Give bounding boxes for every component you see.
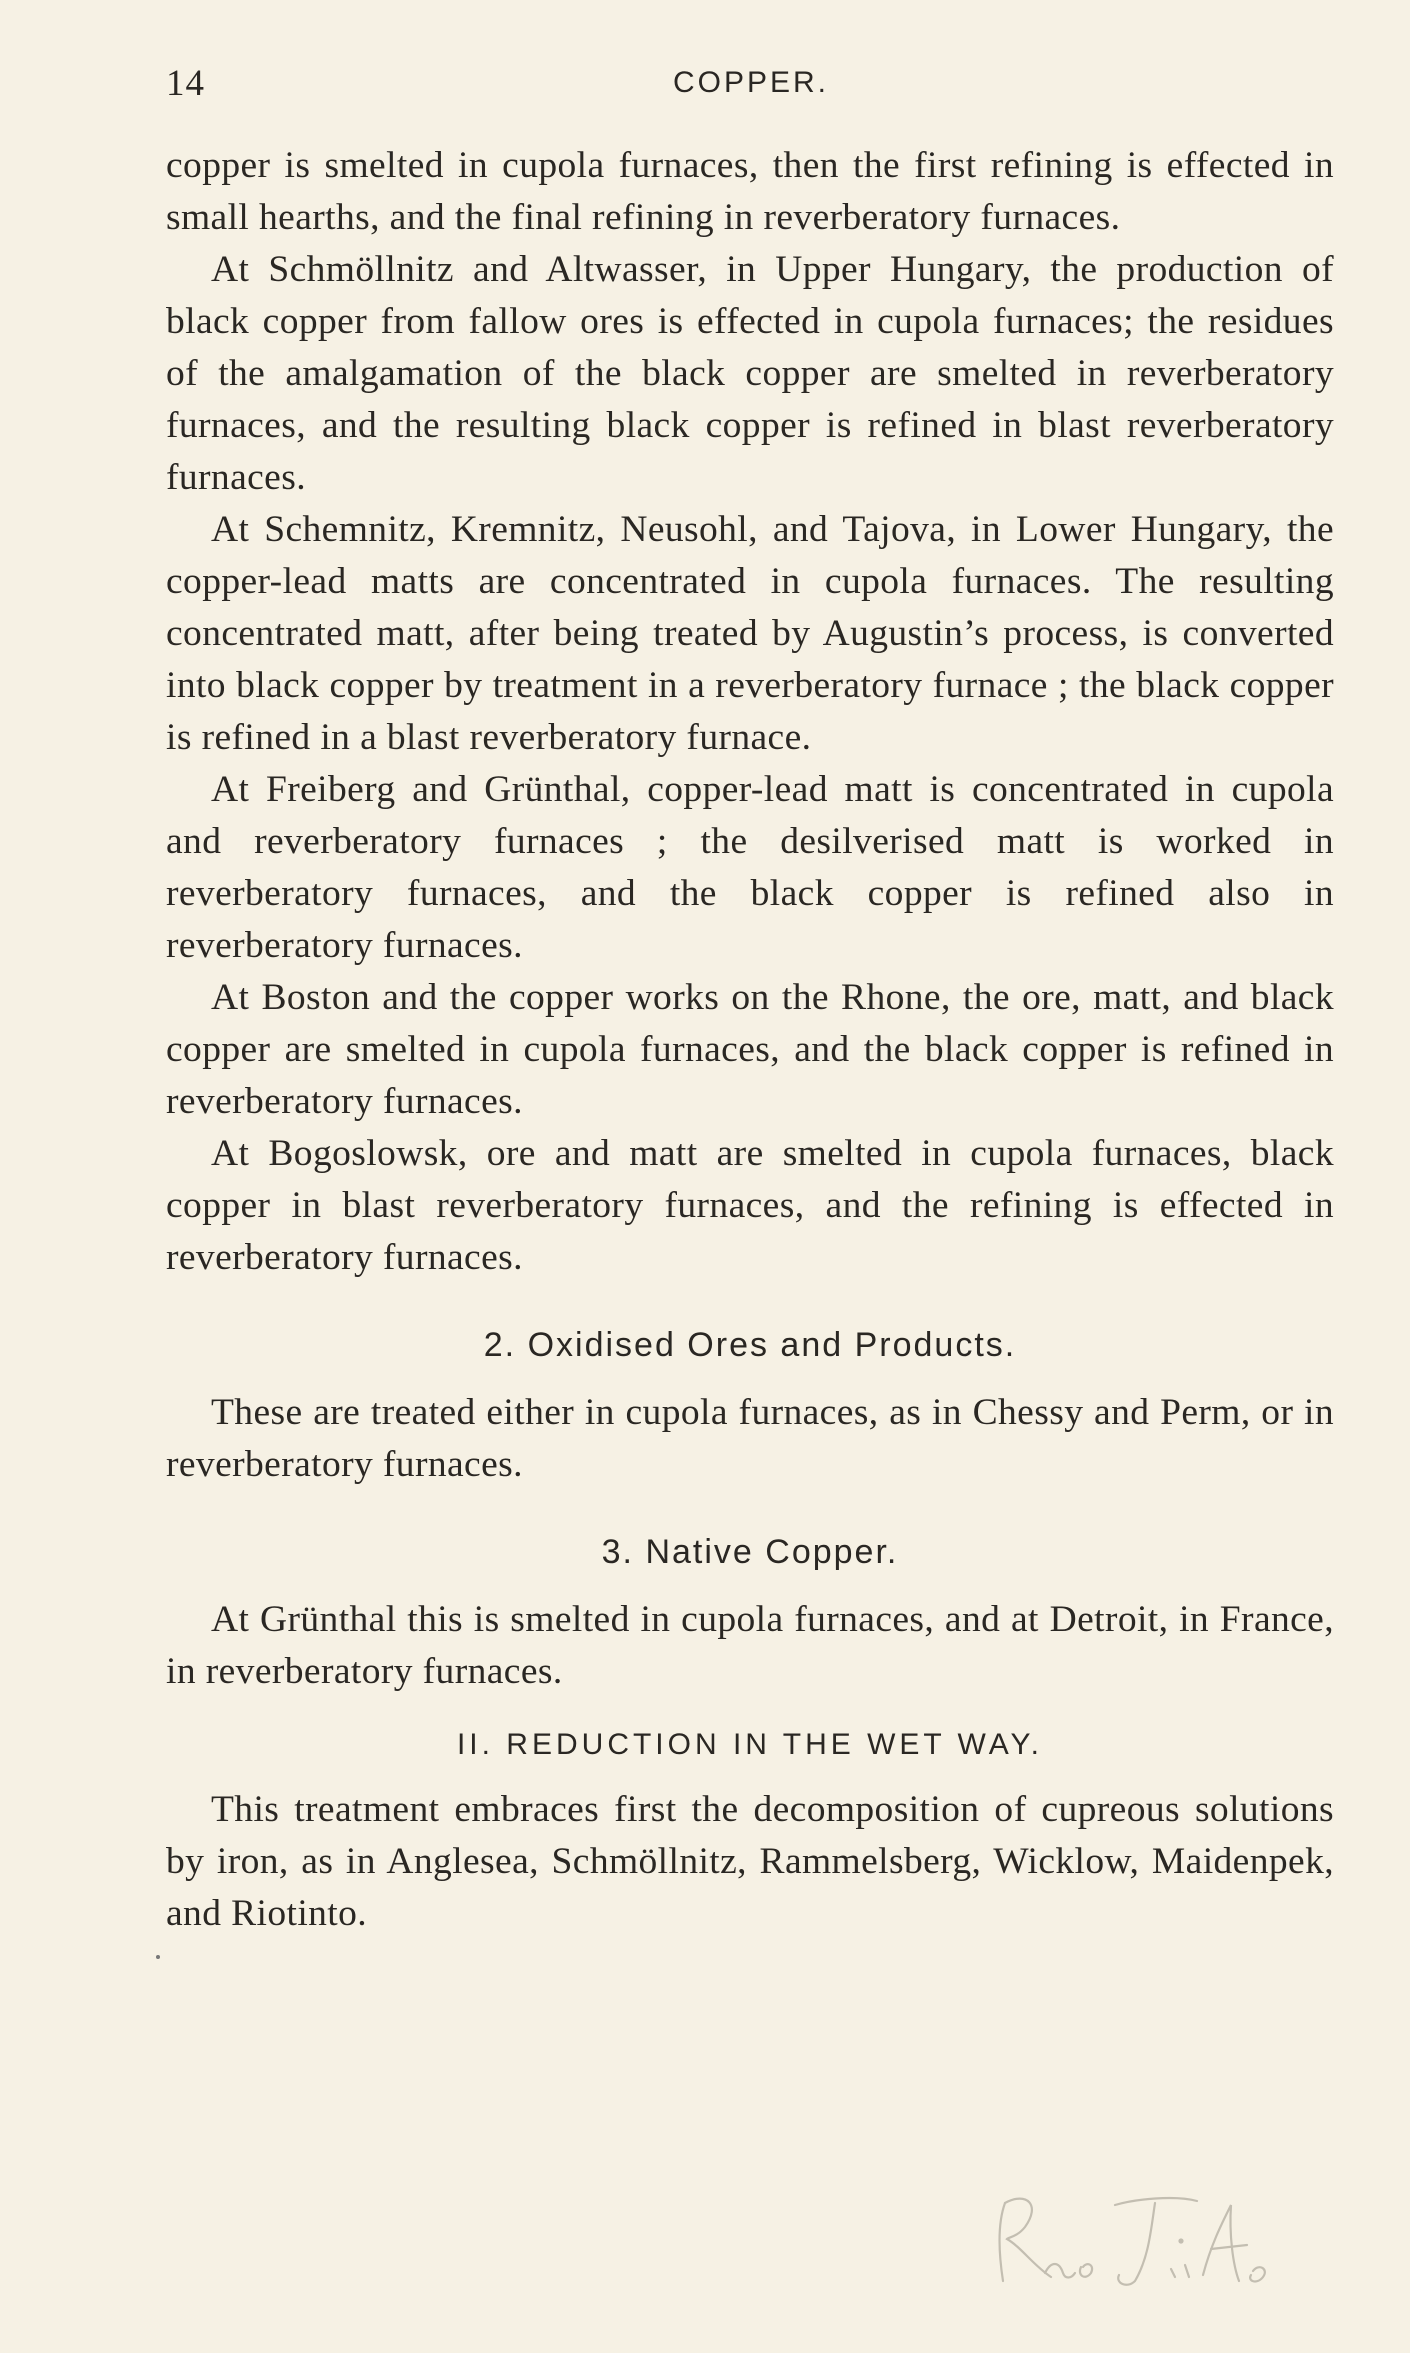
paragraph-native-copper: At Grünthal this is smelted in cupola furnaces, and at Detroit, in France, in reverberatory furnaces.: [166, 1599, 1334, 1692]
page-header: [166, 62, 1336, 112]
heading-native-copper: 3. Native Copper.: [601, 1533, 899, 1571]
paragraph-oxidised-ores: These are treated either in cupola furnaces, as in Chessy and Perm, or in reverberatory furnaces.: [166, 1392, 1334, 1485]
paragraph-schmollnitz: At Schmöllnitz and Altwasser, in Upper Hungary, the production of black copper from fallow ores is effected in cupola furnaces; the residues of the amalgamation of the black copper are smelted in reverberatory furnaces, and the resulting black copper is refined in blast reverberatory furnaces.: [166, 249, 1334, 498]
paragraph-bogoslowsk: At Bogoslowsk, ore and matt are smelted in cupola furnaces, black copper in blast reverberatory furnaces, and the refining is effected in reverberatory furnaces.: [166, 1133, 1334, 1278]
page-number: 14: [166, 63, 205, 104]
body-text: [166, 140, 1334, 1940]
paragraph-freiberg: At Freiberg and Grünthal, copper-lead matt is concentrated in cupola and reverberatory furnaces ; the desilverised matt is worked in reverberatory furnaces, and the black copper is refined also in reverberatory furnaces.: [166, 769, 1334, 966]
stray-mark: [156, 1955, 160, 1959]
paragraph-continuation: copper is smelted in cupola furnaces, then the first refining is effected in small hearths, and the final refining in reverberatory furnaces.: [166, 145, 1334, 238]
paragraph-wet-way: This treatment embraces first the decomposition of cupreous solutions by iron, as in Anglesea, Schmöllnitz, Rammelsberg, Wicklow, Maidenpek, and Riotinto.: [166, 1789, 1334, 1934]
paragraph-boston: At Boston and the copper works on the Rhone, the ore, matt, and black copper are smelted in cupola furnaces, and the black copper is refined in reverberatory furnaces.: [166, 977, 1334, 1122]
paragraph-schemnitz: At Schemnitz, Kremnitz, Neusohl, and Tajova, in Lower Hungary, the copper-lead matts are concentrated in cupola furnaces. The resulting concentrated matt, after being treated by Augustin’s process, is converted into black copper by treatment in a reverberatory furnace ; the black copper is refined in a blast reverberatory furnace.: [166, 509, 1334, 758]
heading-oxidised-ores: 2. Oxidised Ores and Products.: [483, 1326, 1017, 1364]
running-head: COPPER.: [672, 66, 830, 99]
handwritten-annotation: [985, 2185, 1295, 2295]
heading-wet-way: II. REDUCTION IN THE WET WAY.: [456, 1728, 1044, 1761]
